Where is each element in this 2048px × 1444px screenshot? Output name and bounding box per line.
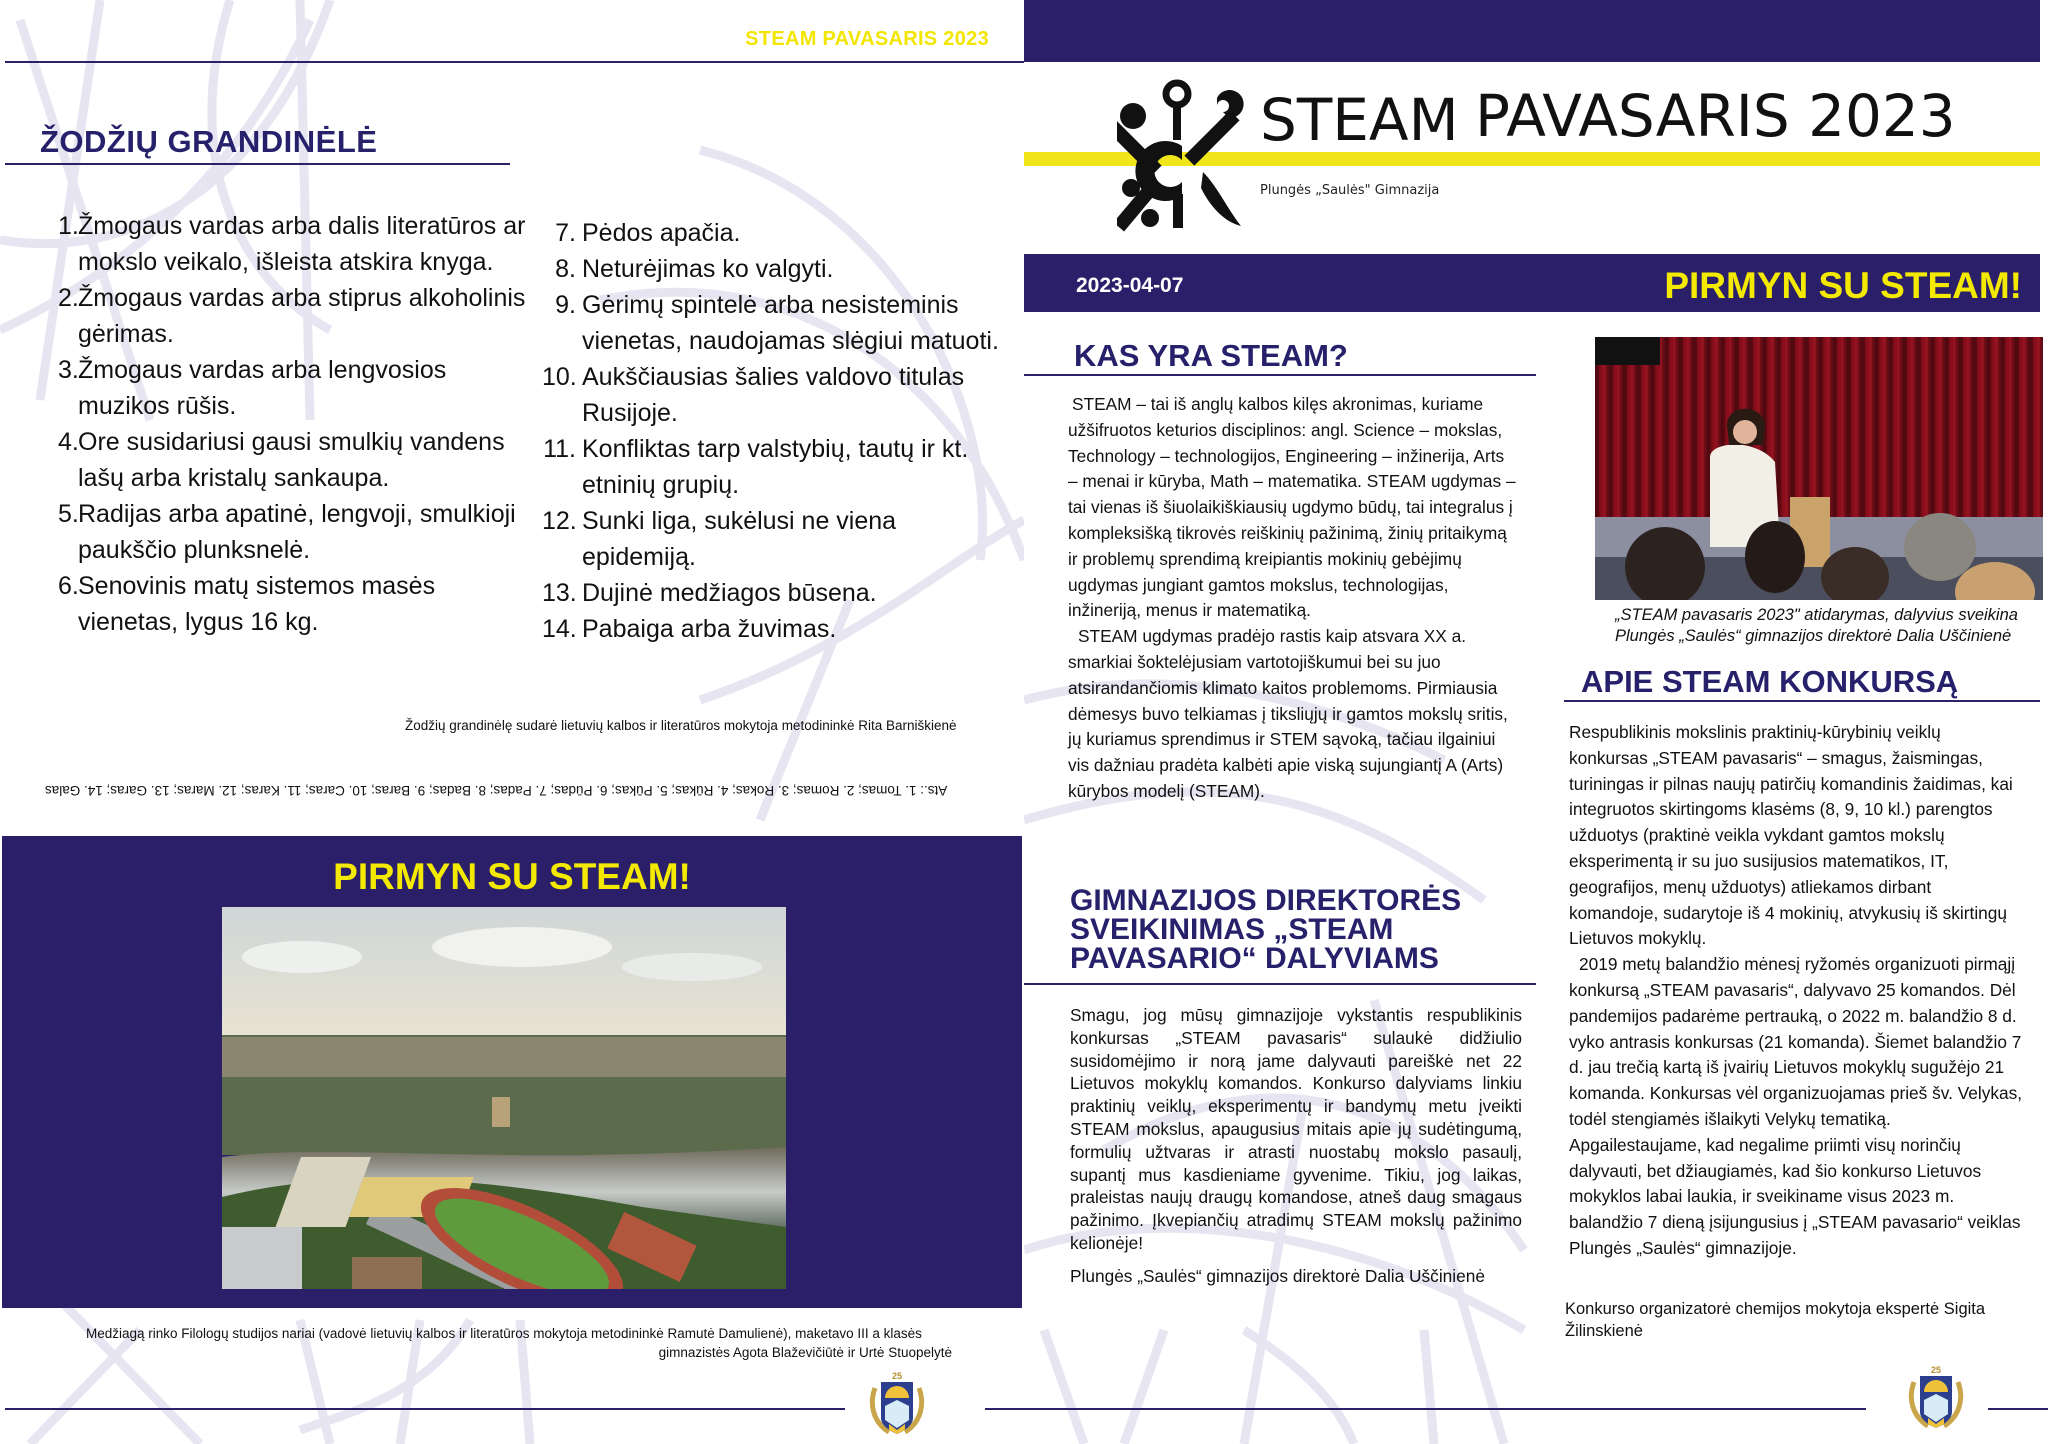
apie-konkursa-title: APIE STEAM KONKURSĄ (1581, 664, 1959, 699)
riddle-number: 5. (58, 500, 79, 528)
masthead-top-bar (1024, 0, 2040, 62)
header-rule (5, 61, 1024, 63)
banner-title: PIRMYN SU STEAM! (1664, 265, 2022, 306)
riddle-number: 3. (58, 356, 79, 384)
banner-title: PIRMYN SU STEAM! (333, 856, 691, 897)
footer-credit-line2: gimnazistės Agota Blaževičiūtė ir Urtė Stuopelytė (658, 1345, 952, 1360)
date-banner (1024, 254, 2040, 312)
riddle-text: Radijas arba apatinė, lengvoji, smulkioji paukščio plunksnelė. (78, 500, 516, 564)
issue-date: 2023-04-07 (1076, 274, 1184, 297)
masthead-title-pavasaris: PAVASARIS 2023 (1475, 82, 1956, 150)
riddle-text: Gėrimų spintelė arba nesisteminis vienetas, naudojamas slėgiui matuoti. (582, 291, 999, 355)
opening-ceremony-photo (1595, 337, 2043, 600)
school-emblem (867, 1368, 927, 1434)
riddle-number: 8. (555, 255, 576, 283)
riddle-item (542, 251, 1012, 287)
riddle-text: Konfliktas tarp valstybių, tautų ir kt. etninių grupių. (582, 435, 969, 499)
riddle-item (58, 208, 528, 280)
riddle-item (542, 215, 1012, 251)
riddle-number: 12. (542, 507, 577, 535)
kas-yra-steam-body (1068, 392, 1518, 805)
riddle-number: 11. (543, 435, 576, 463)
riddle-number: 10. (542, 363, 577, 391)
steam-logo-icon (1117, 76, 1247, 232)
riddle-item (542, 575, 1012, 611)
riddle-number: 14. (542, 615, 577, 643)
footer-rule-short (1988, 1408, 2048, 1410)
section-title-word-chain: ŽODŽIŲ GRANDINĖLĖ (40, 124, 378, 159)
running-head: STEAM PAVASARIS 2023 (745, 28, 989, 50)
riddle-item (542, 611, 1012, 647)
riddle-list-col2 (542, 215, 1012, 647)
riddle-item (58, 280, 528, 352)
riddle-item (542, 359, 1012, 431)
riddle-text: Senovinis matų sistemos masės vienetas, lygus 16 kg. (78, 572, 436, 636)
greeting-signature: Plungės „Saulės“ gimnazijos direktorė Dalia Uščinienė (1070, 1266, 1485, 1286)
emblem-number: 25 (1930, 1365, 1942, 1375)
kas-yra-steam-rule (1024, 374, 1536, 376)
kas-yra-steam-p2: STEAM ugdymas pradėjo rastis kaip atsvara XX a. smarkiai šoktelėjusiam vartotojiškumui bei su juo atsirandančiomis klimato kaitos problemoms. Pirmiausia dėmesys buvo telkiamas į tiksliųjų ir gamtos mokslų sritis, jų kuriamus sprendimus ir STEM sąvoką, tačiau ilgainiui vis dažniau pradėta kalbėti apie viską sujungiantį A (Arts) kūrybos modelį (STEAM). (1068, 626, 1508, 801)
photo-caption-line1: „STEAM pavasaris 2023" atidarymas, dalyvius sveikina (1615, 606, 2018, 624)
photo-caption-line2: Plungės „Saulės“ gimnazijos direktorė Dalia Uščinienė (1615, 627, 2012, 645)
riddle-item (58, 568, 528, 640)
masthead-school-name: Plungės „Saulės" Gimnazija (1260, 183, 1440, 198)
footer-rule (1024, 1408, 1866, 1410)
riddle-item (58, 352, 528, 424)
section-title-rule (5, 163, 510, 165)
riddle-author-credit: Žodžių grandinėlę sudarė lietuvių kalbos ir literatūros mokytoja metodininkė Rita Barniškienė (405, 718, 957, 733)
riddle-text: Ore susidariusi gausi smulkių vandens lašų arba kristalų sankaupa. (78, 428, 505, 492)
riddle-text: Žmogaus vardas arba lengvosios muzikos rūšis. (78, 356, 447, 420)
riddle-number: 2. (58, 284, 79, 312)
greeting-rule (1024, 983, 1536, 985)
answers-upside-down: Ats.: 1. Tomas; 2. Romas; 3. Rokas; 4. Rūkas; 5. Pūkas; 6. Pūdas; 7. Padas; 8. Badas; 9. Baras; 10. Caras; 11. Karas; 12. Maras; 13. Garas; 14. Galas (45, 783, 948, 798)
kas-yra-steam-title: KAS YRA STEAM? (1074, 338, 1348, 373)
riddle-item (542, 287, 1012, 359)
riddle-number: 7. (555, 219, 576, 247)
masthead-title-steam: STEAM (1260, 86, 1459, 154)
greeting-body: Smagu, jog mūsų gimnazijoje vykstantis respublikinis konkursas „STEAM pavasaris“ sulaukė didžiulio susidomėjimo ir norą jame dalyvauti pareiškė net 22 Lietuvos mokyklų komandos. Konkurso dalyviams linkiu praktinių veiklų, eksperimentų ir bandymų metu įveikti STEAM mokslus, apaugusius mitais apie jų sudėtingumą, formulių užtvaras ir atrasti nuostabų mokslo pasaulį, supantį mus kasdieniame gyvenime. Tikiu, jog laikas, praleistas naujų draugų komandose, atneš daug smagaus pažinimo. Įkvepiančių atradimų STEAM mokslų pažinimo kelionėje! (1070, 1005, 1522, 1253)
riddle-number: 6. (58, 572, 79, 600)
page-right (1024, 0, 2048, 1444)
riddle-number: 13. (542, 579, 577, 607)
banner-block (2, 836, 1022, 1308)
school-emblem (1906, 1362, 1966, 1428)
riddle-text: Pabaiga arba žuvimas. (582, 615, 837, 643)
riddle-item (542, 503, 1012, 575)
riddle-item (58, 424, 528, 496)
riddle-text: Sunki liga, sukėlusi ne viena epidemiją. (582, 507, 897, 571)
riddle-text: Žmogaus vardas arba dalis literatūros ar mokslo veikalo, išleista atskira knyga. (78, 212, 526, 276)
riddle-list-col1 (58, 208, 528, 640)
riddle-number: 4. (58, 428, 79, 456)
apie-konkursa-signature: Konkurso organizatorė chemijos mokytoja ekspertė Sigita Žilinskienė (1565, 1300, 1986, 1340)
riddle-number: 9. (555, 291, 576, 319)
riddle-text: Pėdos apačia. (582, 219, 741, 247)
apie-konkursa-p2: 2019 metų balandžio mėnesį ryžomės organizuoti pirmąjį konkursą „STEAM pavasaris“, dalyvavo 25 komandos. Dėl pandemijos padarėme pertrauką, o 2022 m. balandžio 8 d. vyko antrasis konkursas (21 komanda). Šiemet balandžio 7 d. jau trečią kartą iš įvairių Lietuvos mokyklų sugužėjo 21 komanda. Konkursas vėl organizuojamas prieš šv. Velykas, todėl stengiamės išlaikyti Velykų tematiką. Apgailestaujame, kad negalime priimti visų norinčių dalyvauti, bet džiaugiamės, kad šio konkurso Lietuvos mokyklos labai laukia, ir sveikiname visus 2023 m. balandžio 7 dieną įsijungusius į „STEAM pavasario“ veiklas Plungės „Saulės“ gimnazijoje. (1569, 954, 2023, 1258)
apie-konkursa-p1: Respublikinis mokslinis praktinių-kūrybinių veiklų konkursas „STEAM pavasaris“ – smagus, žaismingas, turiningas ir pilnas naujų patirčių komandinis žaidimas, kai integruotos skirtingoms klasėms (8, 9, 10 kl.) parengtos užduotys (praktinė veikla vykdant gamtos mokslų eksperimentą ir su juo susijusios matematikos, IT, geografijos, menų užduotys) atliekamos dirbant komandoje, sudarytoje iš 4 mokinių, atvykusių iš skirtingų Lietuvos mokyklų. (1569, 722, 2013, 949)
greeting-title: GIMNAZIJOS DIREKTORĖS SVEIKINIMAS „STEAM PAVASARIO“ DALYVIAMS (1070, 884, 1462, 975)
riddle-number: 1. (58, 212, 79, 240)
riddle-text: Dujinė medžiagos būsena. (582, 579, 877, 607)
riddle-text: Žmogaus vardas arba stiprus alkoholinis gėrimas. (78, 284, 526, 348)
apie-konkursa-body (1569, 720, 2024, 1262)
footer-credit-line1: Medžiagą rinko Filologų studijos nariai (vadovė lietuvių kalbos ir literatūros mokytoja metodininkė Ramutė Damulienė), maketavo III a klasės (86, 1326, 922, 1341)
footer-rule-short (985, 1408, 1024, 1410)
apie-konkursa-rule (1564, 700, 2040, 702)
riddle-item (58, 496, 528, 568)
riddle-item (542, 431, 1012, 503)
riddle-text: Aukščiausias šalies valdovo titulas Rusijoje. (582, 363, 965, 427)
kas-yra-steam-p1: STEAM – tai iš anglų kalbos kilęs akronimas, kuriame užšifruotos keturios disciplinos: angl. Science – mokslas, Technology – technologijos, Engineering – inžinerija, Arts – menai ir kūryba, Math – matematika. STEAM ugdymas – tai vienas iš šiuolaikiškiausių ugdymo būdų, tai integralus į kompleksišką tikrovės reiškinių pažinimą, žinių pritaikymą ir problemų sprendimą kreipiantis mokinių gebėjimų ugdymas jungiant gamtos mokslus, technologijas, inžineriją, menus ir matematiką. (1068, 394, 1516, 621)
footer-rule (5, 1408, 845, 1410)
riddle-text: Neturėjimas ko valgyti. (582, 255, 834, 283)
aerial-school-photo (222, 907, 786, 1289)
emblem-number: 25 (891, 1371, 903, 1381)
